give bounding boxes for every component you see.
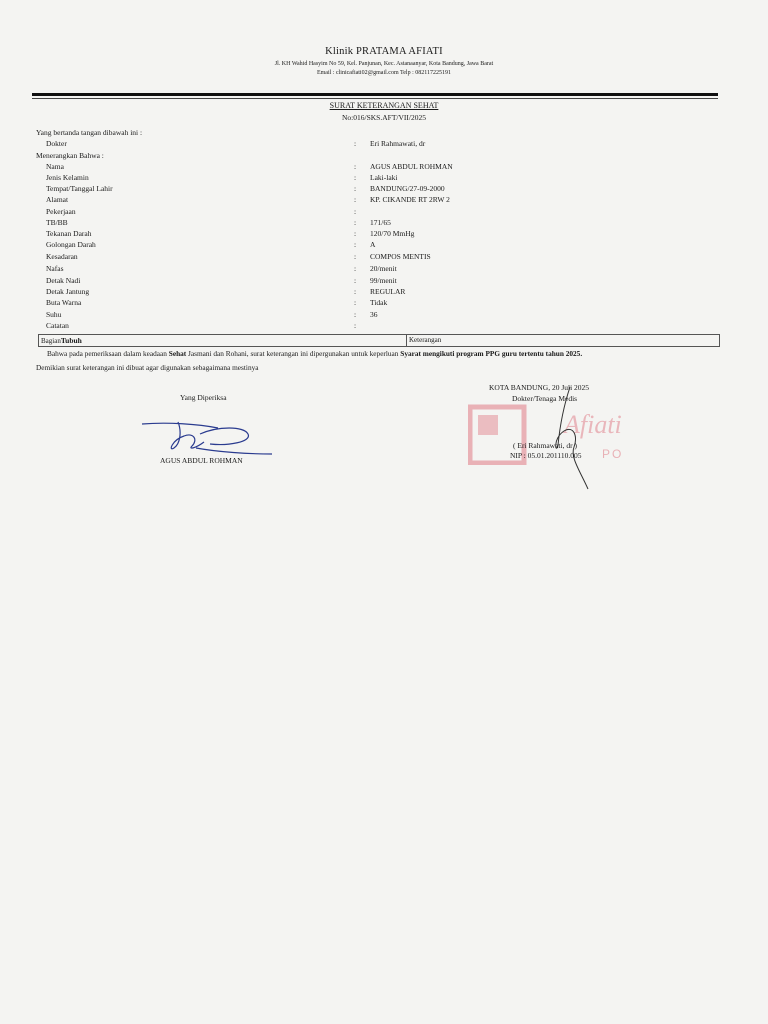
table-header-cell-body-part xyxy=(39,335,407,346)
doctor-label: Dokter xyxy=(46,139,67,148)
field-value: A xyxy=(370,240,376,249)
field-value: 171/65 xyxy=(370,218,391,227)
field-label: TB/BB xyxy=(46,218,68,227)
field-colon: : xyxy=(354,310,357,319)
field-label: Detak Nadi xyxy=(46,276,81,285)
header-divider-thin xyxy=(32,98,718,99)
field-label: Tempat/Tanggal Lahir xyxy=(46,184,113,193)
field-label: Suhu xyxy=(46,310,62,319)
clinic-contact: Email : clinicafiati02@gmail.com Telp : 082117225191 xyxy=(316,70,452,76)
field-value: 36 xyxy=(370,310,378,319)
field-value: BANDUNG/27-09-2000 xyxy=(370,184,445,193)
field-colon: : xyxy=(354,252,357,261)
field-colon: : xyxy=(354,321,357,330)
field-value: AGUS ABDUL ROHMAN xyxy=(370,162,453,171)
field-label: Detak Jantung xyxy=(46,287,90,296)
statement-text-1: Bahwa pada pemeriksaan dalam keadaan xyxy=(47,349,169,358)
table-header-prefix: Bagian xyxy=(41,337,61,345)
field-value: REGULAR xyxy=(370,287,406,296)
stamp-sub: PO xyxy=(602,447,624,461)
field-value: 120/70 MmHg xyxy=(370,229,415,238)
field-label: Pekerjaan xyxy=(46,207,76,216)
field-value: Tidak xyxy=(370,298,388,307)
intro-signed-below: Yang bertanda tangan dibawah ini : xyxy=(36,128,143,137)
field-colon: : xyxy=(354,184,357,193)
field-colon: : xyxy=(354,173,357,182)
field-value: Laki-laki xyxy=(370,173,398,182)
doctor-sign-name: ( Eri Rahmawati, dr ) xyxy=(513,441,577,450)
field-colon: : xyxy=(354,207,357,216)
field-colon: : xyxy=(354,195,357,204)
field-label: Buta Warna xyxy=(46,298,82,307)
field-value: 20/menit xyxy=(370,264,397,273)
stamp-text: Afiati xyxy=(564,410,622,439)
closing-statement: Demikian surat keterangan ini dibuat agar digunakan sebagaimana mestinya xyxy=(36,363,259,372)
field-colon: : xyxy=(354,287,357,296)
field-colon: : xyxy=(354,298,357,307)
field-colon: : xyxy=(354,162,357,171)
intro-states: Menerangkan Bahwa : xyxy=(36,151,104,160)
sign-place-date: KOTA BANDUNG, 20 Juli 2025 xyxy=(489,383,590,392)
field-label: Nafas xyxy=(46,264,64,273)
clinic-name: Klinik PRATAMA AFIATI xyxy=(325,46,443,57)
field-label: Golongan Darah xyxy=(46,240,96,249)
doctor-colon: : xyxy=(354,139,357,148)
clinic-address: Jl. KH Wahid Hasyim No 59, Kel. Panjunan, Kec. Astanaanyar, Kota Bandung, Jawa Barat xyxy=(274,61,494,67)
field-label: Kesadaran xyxy=(46,252,78,261)
field-colon: : xyxy=(354,276,357,285)
sign-role: Dokter/Tenaga Medis xyxy=(512,394,578,403)
doctor-value: Eri Rahmawati, dr xyxy=(370,139,426,148)
field-value: COMPOS MENTIS xyxy=(370,252,431,261)
doctor-nip: NIP : 05.01.201110.005 xyxy=(510,451,582,460)
header-divider-thick xyxy=(32,93,718,96)
field-label: Catatan xyxy=(46,321,69,330)
field-colon: : xyxy=(354,240,357,249)
table-header-bold: Tubuh xyxy=(60,336,82,345)
field-colon: : xyxy=(354,264,357,273)
statement-bold-1: Sehat xyxy=(168,349,187,358)
examinee-name: AGUS ABDUL ROHMAN xyxy=(160,456,243,465)
field-label: Tekanan Darah xyxy=(46,229,92,238)
examinee-signature-icon xyxy=(138,418,278,460)
field-label: Jenis Kelamin xyxy=(46,173,89,182)
table-header-label xyxy=(41,336,82,345)
statement-bold-2: Syarat mengikuti program PPG guru tertentu tahun 2025. xyxy=(400,349,583,358)
document-title: SURAT KETERANGAN SEHAT xyxy=(329,101,439,110)
statement-text-2: Jasmani dan Rohani, surat keterangan ini dipergunakan untuk keperluan xyxy=(186,349,401,358)
field-label: Nama xyxy=(46,162,64,171)
field-label: Alamat xyxy=(46,195,69,204)
body-part-table-header xyxy=(38,334,720,347)
document-number: No:016/SKS.AFT/VII/2025 xyxy=(342,113,426,122)
table-header-cell-remarks: Keterangan xyxy=(409,336,442,344)
examinee-label: Yang Diperiksa xyxy=(180,393,227,402)
field-value: KP. CIKANDE RT 2RW 2 xyxy=(370,195,450,204)
doctor-signature-icon xyxy=(530,385,610,495)
field-colon: : xyxy=(354,229,357,238)
field-colon: : xyxy=(354,218,357,227)
field-value: 99/menit xyxy=(370,276,397,285)
health-statement xyxy=(47,349,582,358)
